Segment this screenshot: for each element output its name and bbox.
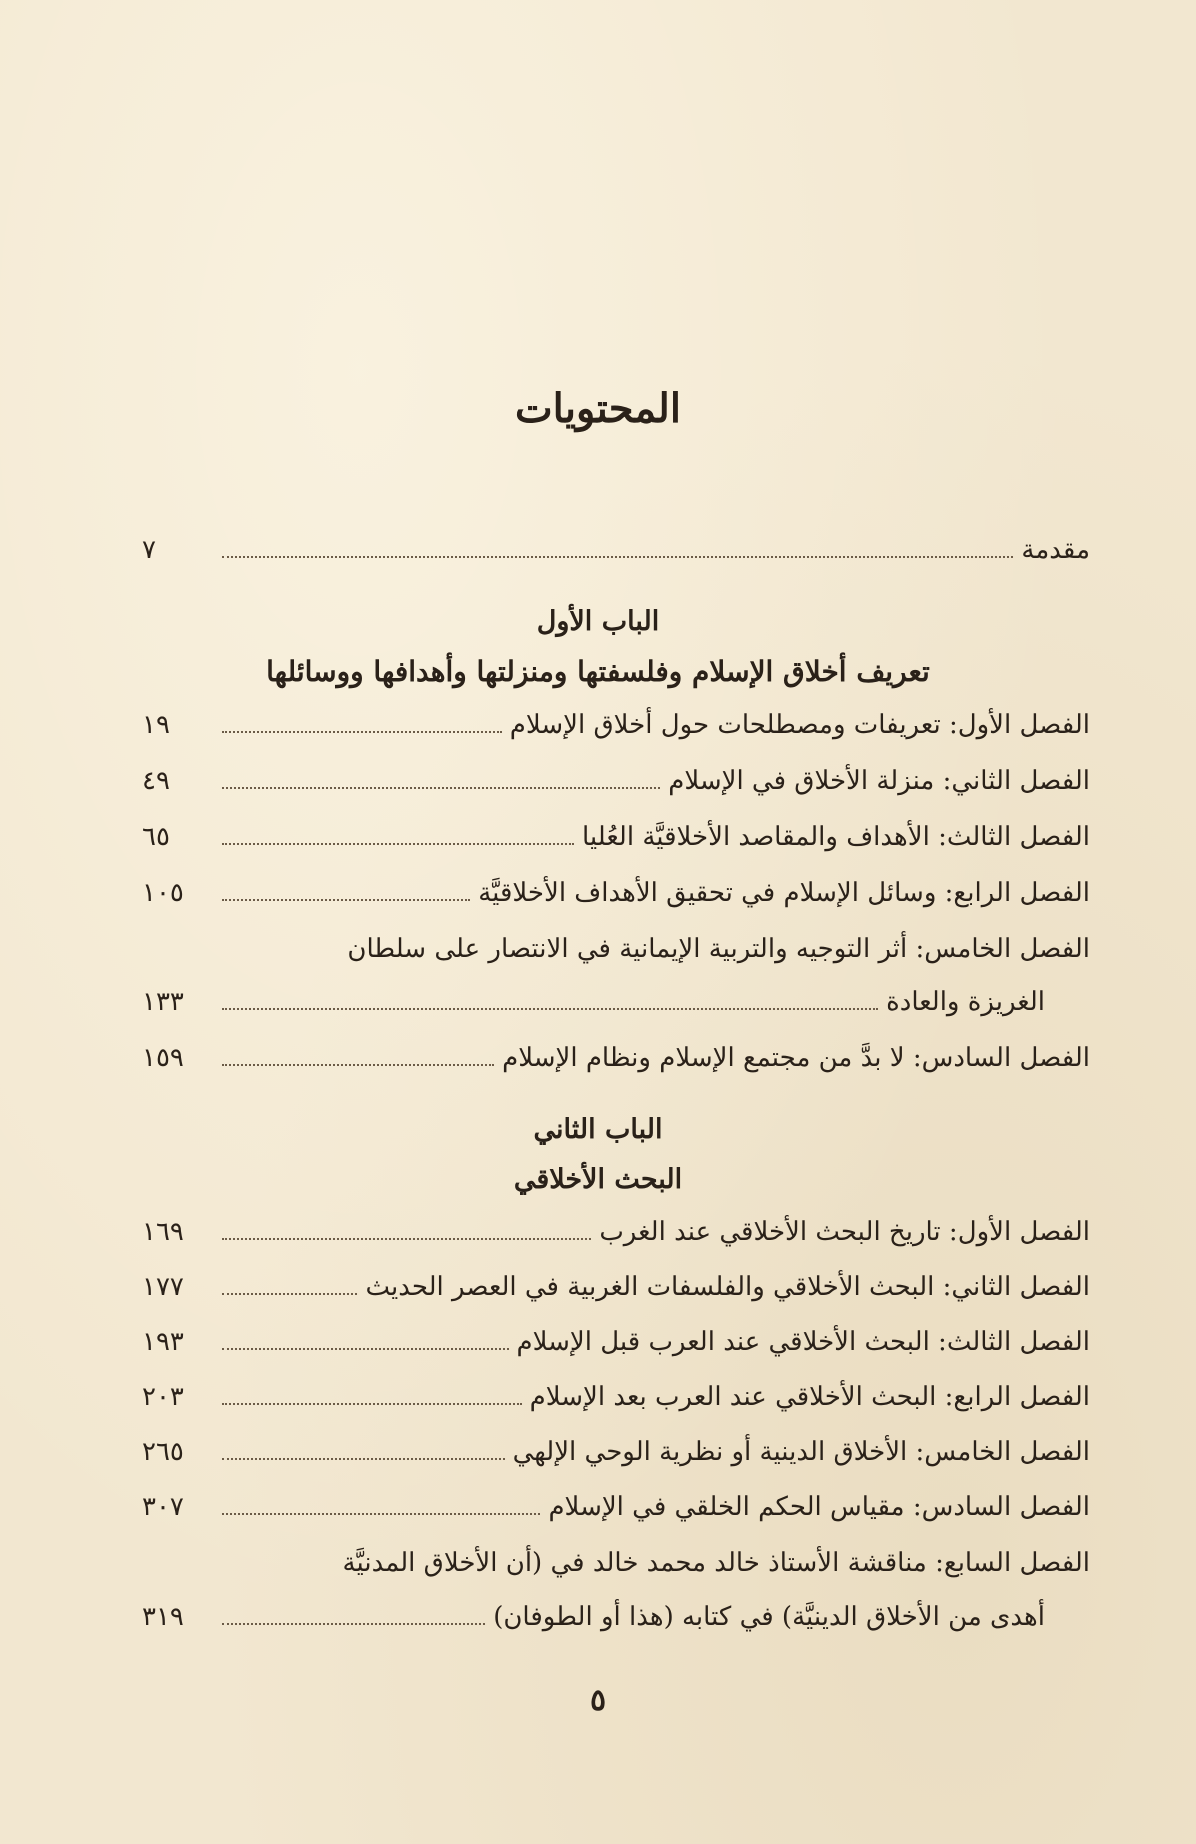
toc-entry-label: الفصل الأول: تاريخ البحث الأخلاقي عند الغرب: [599, 1217, 1090, 1247]
toc-entry-page: ٤٩: [142, 766, 170, 796]
toc-entry-label: الفصل الرابع: البحث الأخلاقي عند العرب بعد الإسلام: [529, 1382, 1090, 1412]
toc-entry-page: ١٩: [142, 710, 170, 740]
toc-entry-page: ٦٥: [142, 822, 170, 852]
toc-entry-label: الفصل الخامس: الأخلاق الدينية أو نظرية الوحي الإلهي: [512, 1437, 1090, 1467]
dot-leader: [222, 1008, 878, 1010]
dot-leader: [222, 843, 574, 845]
page-number: ٥: [589, 1683, 607, 1718]
toc-entry[interactable]: [142, 980, 1090, 1024]
toc-entry-page: ١٧٧: [142, 1272, 184, 1302]
toc-entry[interactable]: [142, 1320, 1090, 1364]
dot-leader: [222, 731, 502, 733]
toc-entry-page: ٣١٩: [142, 1602, 184, 1632]
toc-entry-label: الفصل الرابع: وسائل الإسلام في تحقيق الأهداف الأخلاقيَّة: [478, 878, 1090, 908]
toc-entry-page: ٣٠٧: [142, 1492, 184, 1522]
toc-entry-label: الفصل الثاني: منزلة الأخلاق في الإسلام: [668, 766, 1090, 796]
dot-leader: [222, 1623, 485, 1625]
dot-leader: [222, 1403, 522, 1405]
toc-entry-page: ١٠٥: [142, 878, 184, 908]
dot-leader: [222, 1348, 509, 1350]
toc-entry-label: الفصل الثالث: الأهداف والمقاصد الأخلاقيَّة العُليا: [581, 822, 1090, 852]
toc-entry-page: ١٥٩: [142, 1043, 184, 1073]
toc-entry-page: ١٩٣: [142, 1327, 184, 1357]
toc-entry[interactable]: [142, 1595, 1090, 1639]
toc-entry-page: ٢٦٥: [142, 1437, 184, 1467]
toc-entry[interactable]: [142, 815, 1090, 859]
page-title: المحتويات: [515, 385, 681, 432]
toc-entry-page: ١٣٣: [142, 987, 184, 1017]
toc-entry-label: أهدى من الأخلاق الدينيَّة) في كتابه (هذا أو الطوفان): [493, 1602, 1045, 1632]
toc-entry[interactable]: [142, 871, 1090, 915]
toc-entry-line[interactable]: الفصل الخامس: أثر التوجيه والتربية الإيمانية في الانتصار على سلطان: [347, 934, 1090, 964]
toc-entry-line[interactable]: الفصل السابع: مناقشة الأستاذ خالد محمد خالد في (أن الأخلاق المدنيَّة: [342, 1548, 1090, 1578]
toc-entry[interactable]: [142, 1265, 1090, 1309]
dot-leader: [222, 556, 1013, 558]
part-subtitle: تعريف أخلاق الإسلام وفلسفتها ومنزلتها وأهدافها ووسائلها: [266, 655, 930, 688]
toc-entry-label: مقدمة: [1021, 535, 1090, 565]
toc-entry-intro[interactable]: [142, 528, 1090, 572]
dot-leader: [222, 1064, 494, 1066]
dot-leader: [222, 787, 660, 789]
toc-entry-label: الفصل السادس: مقياس الحكم الخلقي في الإسلام: [548, 1492, 1090, 1522]
part-heading: الباب الثاني: [533, 1114, 663, 1145]
part-heading: الباب الأول: [536, 606, 660, 637]
toc-entry[interactable]: [142, 1375, 1090, 1419]
toc-entry-page: ٢٠٣: [142, 1382, 184, 1412]
toc-entry-page: ١٦٩: [142, 1217, 184, 1247]
toc-entry[interactable]: [142, 1210, 1090, 1254]
dot-leader: [222, 1513, 540, 1515]
toc-entry-label: الغريزة والعادة: [886, 987, 1045, 1017]
toc-entry[interactable]: [142, 703, 1090, 747]
toc-entry-label: الفصل السادس: لا بدَّ من مجتمع الإسلام ونظام الإسلام: [502, 1043, 1090, 1073]
dot-leader: [222, 1458, 505, 1460]
toc-entry-label: الفصل الأول: تعريفات ومصطلحات حول أخلاق الإسلام: [509, 710, 1090, 740]
part-subtitle: البحث الأخلاقي: [513, 1164, 683, 1195]
toc-entry[interactable]: [142, 759, 1090, 803]
toc-entry[interactable]: [142, 1430, 1090, 1474]
toc-entry-label: الفصل الثالث: البحث الأخلاقي عند العرب قبل الإسلام: [516, 1327, 1090, 1357]
toc-entry-label: الفصل الثاني: البحث الأخلاقي والفلسفات الغربية في العصر الحديث: [365, 1272, 1090, 1302]
toc-entry[interactable]: [142, 1036, 1090, 1080]
toc-entry-page: ٧: [142, 535, 156, 565]
toc-entry[interactable]: [142, 1485, 1090, 1529]
dot-leader: [222, 1293, 357, 1295]
dot-leader: [222, 899, 470, 901]
dot-leader: [222, 1238, 591, 1240]
